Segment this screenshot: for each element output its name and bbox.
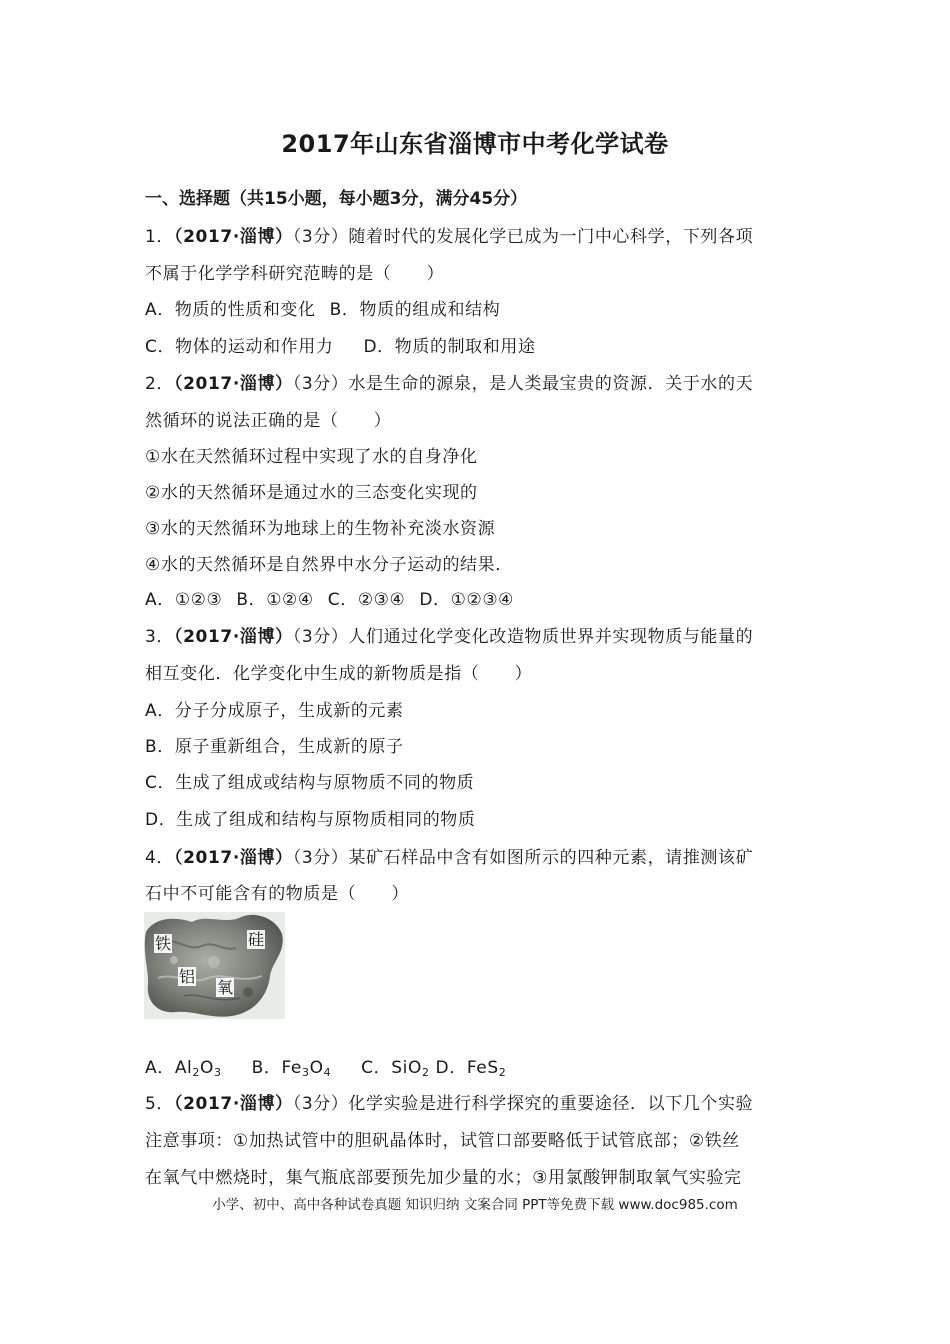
option-d: D．生成了组成和结构与原物质相同的物质: [145, 810, 476, 830]
option-a: A．①②③: [145, 590, 223, 610]
label-silicon: 硅: [248, 930, 265, 949]
ore-sample-image: [144, 912, 285, 1019]
question-stem: （3分）人们通过化学变化改造物质世界并实现物质与能量的: [292, 627, 754, 647]
question-source: （2017·淄博）: [174, 227, 293, 247]
option-b: B．①②④: [236, 590, 314, 610]
option-c: C．②③④: [327, 590, 406, 610]
option-b: B．$Fe_3O_4$: [251, 1058, 332, 1079]
question-source: （2017·淄博）: [174, 848, 293, 868]
option-a: A．$Al_2O_3$: [145, 1058, 222, 1079]
page-footer: 小学、初中、高中各种试卷真题 知识归纳 文案合同 PPT等免费下载 www.doc985.com: [212, 1197, 738, 1213]
label-aluminum: 铝: [179, 967, 196, 986]
section-header: 一、选择题（共15小题，每小题3分，满分45分）: [145, 189, 528, 209]
question-number: 5．: [145, 1094, 175, 1114]
question-4-line-1: [145, 843, 753, 868]
question-2-item-3: ③水的天然循环为地球上的生物补充淡水资源: [145, 519, 496, 539]
question-number: 2．: [145, 374, 175, 394]
question-stem: （3分）某矿石样品中含有如图所示的四种元素，请推测该矿: [292, 848, 754, 868]
option-c: C．生成了组成或结构与原物质不同的物质: [145, 773, 475, 793]
question-3-line-2: 相互变化．化学变化中生成的新物质是指（ ）: [145, 664, 533, 684]
question-2-item-1: ①水在天然循环过程中实现了水的自身净化: [145, 447, 478, 467]
question-5-line-1: [145, 1089, 753, 1114]
option-a: A．物质的性质和变化: [145, 300, 316, 320]
question-5-line-3: 在氧气中燃烧时，集气瓶底部要预先加少量的水；③用氯酸钾制取氧气实验完: [145, 1168, 742, 1188]
option-d: D．①②③④: [419, 590, 514, 610]
option-b: B．原子重新组合，生成新的原子: [145, 737, 404, 757]
question-2-item-2: ②水的天然循环是通过水的三态变化实现的: [145, 483, 478, 503]
label-oxygen: 氧: [217, 978, 234, 997]
question-4-line-2: 石中不可能含有的物质是（ ）: [145, 884, 409, 904]
question-number: 4．: [145, 848, 175, 868]
option-d: D．物质的制取和用途: [363, 337, 536, 357]
question-2-item-4: ④水的天然循环是自然界中水分子运动的结果．: [145, 555, 513, 575]
option-c: C．物体的运动和作用力: [145, 337, 334, 357]
option-b: B．物质的组成和结构: [329, 300, 501, 320]
option-c: C．SiO$_2$: [361, 1058, 430, 1079]
question-stem: （3分）化学实验是进行科学探究的重要途径．以下几个实验: [292, 1094, 754, 1114]
question-source: （2017·淄博）: [174, 374, 293, 394]
question-1-options-cd: [145, 332, 536, 357]
question-4-options: [145, 1053, 506, 1078]
label-iron: 铁: [155, 934, 172, 953]
option-d: D．FeS$_2$: [435, 1058, 507, 1079]
question-1-line-1: [145, 222, 753, 247]
question-3-line-1: [145, 622, 753, 647]
question-2-line-1: [145, 369, 753, 394]
question-number: 1．: [145, 227, 175, 247]
question-5-line-2: 注意事项：①加热试管中的胆矾晶体时，试管口部要略低于试管底部；②铁丝: [145, 1131, 740, 1151]
question-source: （2017·淄博）: [174, 627, 293, 647]
question-stem: （3分）随着时代的发展化学已成为一门中心科学，下列各项: [292, 227, 754, 247]
question-1-line-2: 不属于化学学科研究范畴的是（ ）: [145, 264, 445, 284]
page-title: 2017年山东省淄博市中考化学试卷: [281, 130, 669, 158]
question-2-line-2: 然循环的说法正确的是（ ）: [145, 411, 392, 431]
question-stem: （3分）水是生命的源泉，是人类最宝贵的资源．关于水的天: [292, 374, 754, 394]
question-number: 3．: [145, 627, 175, 647]
question-1-options-ab: [145, 295, 500, 320]
rock-illustration: [144, 912, 285, 1019]
question-2-options: [145, 585, 514, 610]
option-a: A．分子分成原子，生成新的元素: [145, 701, 404, 721]
question-source: （2017·淄博）: [174, 1094, 293, 1114]
